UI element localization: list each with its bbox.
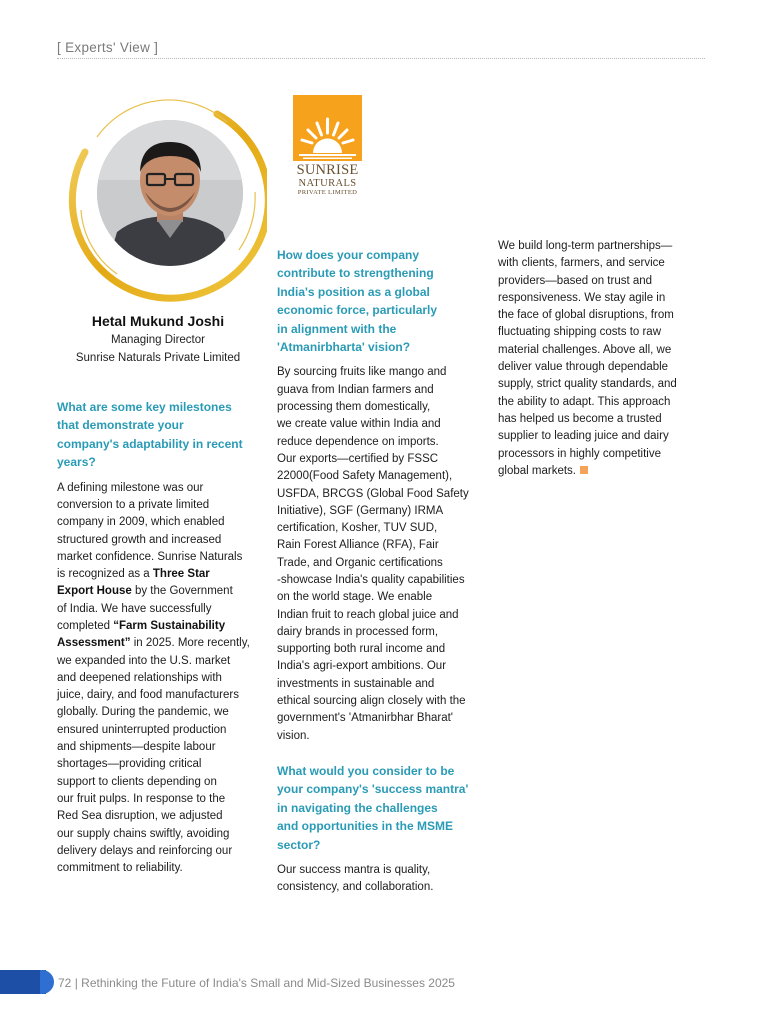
answer-line: market confidence. Sunrise Naturals — [57, 550, 243, 563]
answer-line: government's 'Atmanirbhar Bharat' — [277, 712, 453, 725]
answer-line: reduce dependence on imports. — [277, 435, 439, 448]
answer-line: the ability to adapt. This approach — [498, 395, 671, 408]
company-logo — [293, 95, 362, 207]
profile-photo — [97, 120, 243, 266]
question-line: India's position as a global — [277, 284, 430, 299]
answer-line: supply, strict quality standards, and — [498, 378, 677, 391]
answer-line: guava from Indian farmers and — [277, 383, 434, 396]
bold-phrase: Assessment” — [57, 637, 131, 650]
answer-line: our supply chains swiftly, avoiding — [57, 827, 230, 840]
answer-text — [277, 862, 489, 897]
answer-line: we expanded into the U.S. market — [57, 654, 231, 667]
answer-line: A defining milestone was our — [57, 481, 204, 494]
answer-line: global markets. — [498, 463, 710, 480]
answer-line: We build long-term partnerships— — [498, 240, 673, 252]
answer-line: is recognized as a Three Star — [57, 568, 210, 581]
person-silhouette-icon — [97, 120, 243, 266]
publication-title: Rethinking the Future of India's Small and Mid-Sized Businesses 2025 — [81, 976, 455, 990]
answer-line: company in 2009, which enabled — [57, 516, 225, 529]
answer-line: fluctuating shipping costs to raw — [498, 326, 662, 339]
answer-line: processing them domestically, — [277, 401, 431, 414]
answer-line: on the world stage. We enable — [277, 591, 433, 604]
answer-line: Initiative), SGF (Germany) IRMA — [277, 504, 444, 517]
answer-continuation — [498, 238, 710, 480]
question-line: economic force, particularly — [277, 303, 438, 318]
question-heading — [277, 246, 489, 356]
answer-line: Our exports—certified by FSSC — [277, 452, 439, 465]
answer-line: conversion to a private limited — [57, 498, 210, 511]
answer-line: juice, dairy, and food manufacturers — [57, 689, 239, 702]
answer-text — [57, 480, 267, 878]
answer-line: By sourcing fruits like mango and — [277, 366, 447, 379]
logo-wordmark-line2: NATURALS — [298, 178, 357, 189]
answer-line: responsiveness. We stay agile in — [498, 291, 666, 304]
answer-line: Rain Forest Alliance (RFA), Fair — [277, 539, 439, 552]
answer-line: delivery delays and reinforcing our — [57, 844, 233, 857]
question-line: in navigating the challenges — [277, 800, 438, 815]
page-number: 72 — [58, 976, 72, 990]
bold-phrase: Export House — [57, 585, 132, 598]
answer-line: dairy brands in processed form, — [277, 625, 439, 638]
sunrise-logo-icon — [293, 95, 362, 161]
answer-line: Indian fruit to reach global juice and — [277, 608, 459, 621]
answer-line: Trade, and Organic certifications — [277, 556, 443, 569]
question-line: What are some key milestones — [57, 400, 232, 414]
question-heading — [57, 398, 267, 472]
page-footer — [58, 976, 455, 990]
section-tag: [ Experts' View ] — [57, 40, 159, 55]
answer-line: ethical sourcing align closely with the — [277, 695, 466, 708]
qa-block-2 — [277, 246, 489, 897]
footer-accent-cap — [40, 970, 54, 994]
answer-line: deliver value through dependable — [498, 361, 669, 374]
portrait — [57, 92, 267, 302]
answer-line: vision. — [277, 729, 310, 742]
answer-line: commitment to reliability. — [57, 862, 183, 875]
answer-line: has helped us become a trusted — [498, 412, 662, 425]
section-divider — [57, 58, 705, 59]
answer-line: ensured uninterrupted production — [57, 723, 227, 736]
question-line: company's adaptability in recent — [57, 436, 243, 451]
answer-line: completed “Farm Sustainability — [57, 620, 226, 632]
answer-line: supplier to leading juice and dairy — [498, 430, 669, 443]
answer-line: and shipments—despite labour — [57, 741, 216, 754]
answer-line: structured growth and increased — [57, 533, 222, 546]
answer-line: our fruit pulps. In response to the — [57, 792, 226, 805]
answer-text — [277, 364, 489, 745]
answer-line: of India. We have successfully — [57, 602, 212, 615]
answer-line: consistency, and collaboration. — [277, 881, 434, 894]
question-line: contribute to strengthening — [277, 266, 434, 281]
bold-phrase: Three Star — [152, 568, 210, 581]
person-name: Hetal Mukund Joshi — [91, 313, 225, 329]
answer-line: providers—based on trust and — [498, 274, 653, 287]
answer-line: certification, Kosher, TUV SUD, — [277, 522, 438, 535]
footer-separator: | — [71, 976, 82, 990]
answer-line: Our success mantra is quality, — [277, 864, 431, 876]
answer-line: Assessment” in 2025. More recently, — [57, 637, 250, 650]
bold-phrase: “Farm Sustainability — [113, 620, 226, 632]
answer-line: globally. During the pandemic, we — [57, 706, 229, 719]
qa-block-1 — [57, 398, 267, 877]
end-of-article-square-icon — [580, 466, 588, 474]
answer-line: India's agri-export ambitions. Our — [277, 660, 447, 673]
logo-wordmark-line3: PRIVATE LIMITED — [297, 189, 358, 196]
person-role: Managing Director — [111, 334, 205, 346]
question-line: How does your company — [277, 248, 420, 262]
answer-line: with clients, farmers, and service — [498, 257, 665, 270]
answer-line: Red Sea disruption, we adjusted — [57, 810, 223, 823]
question-line: and opportunities in the MSME — [277, 819, 453, 834]
answer-line: supporting both rural income and — [277, 643, 446, 656]
answer-line: Export House by the Government — [57, 585, 233, 598]
answer-line: shortages—providing critical — [57, 758, 202, 771]
answer-line: processors in highly competitive — [498, 447, 661, 460]
question-line: that demonstrate your — [57, 418, 184, 433]
answer-line: the face of global disruptions, from — [498, 309, 674, 322]
question-line: years? — [57, 455, 96, 470]
question-line: 'Atmanirbharta' vision? — [277, 340, 411, 355]
answer-line: support to clients depending on — [57, 775, 217, 788]
answer-line: 22000(Food Safety Management), — [277, 470, 453, 483]
question-line: in alignment with the — [277, 321, 397, 336]
question-line: your company's 'success mantra' — [277, 782, 469, 797]
question-line: What would you consider to be — [277, 763, 455, 778]
answer-line: material challenges. Above all, we — [498, 343, 672, 356]
answer-line: -showcase India's quality capabilities — [277, 574, 465, 586]
answer-line: investments in sustainable and — [277, 677, 435, 690]
logo-wordmark-line1: SUNRISE — [296, 162, 359, 178]
person-company: Sunrise Naturals Private Limited — [75, 352, 241, 364]
answer-line: we create value within India and — [277, 418, 441, 431]
question-heading — [277, 762, 489, 854]
answer-line: USFDA, BRCGS (Global Food Safety — [277, 487, 469, 500]
question-line: sector? — [277, 837, 321, 852]
answer-line: and deepened relationships with — [57, 671, 222, 684]
